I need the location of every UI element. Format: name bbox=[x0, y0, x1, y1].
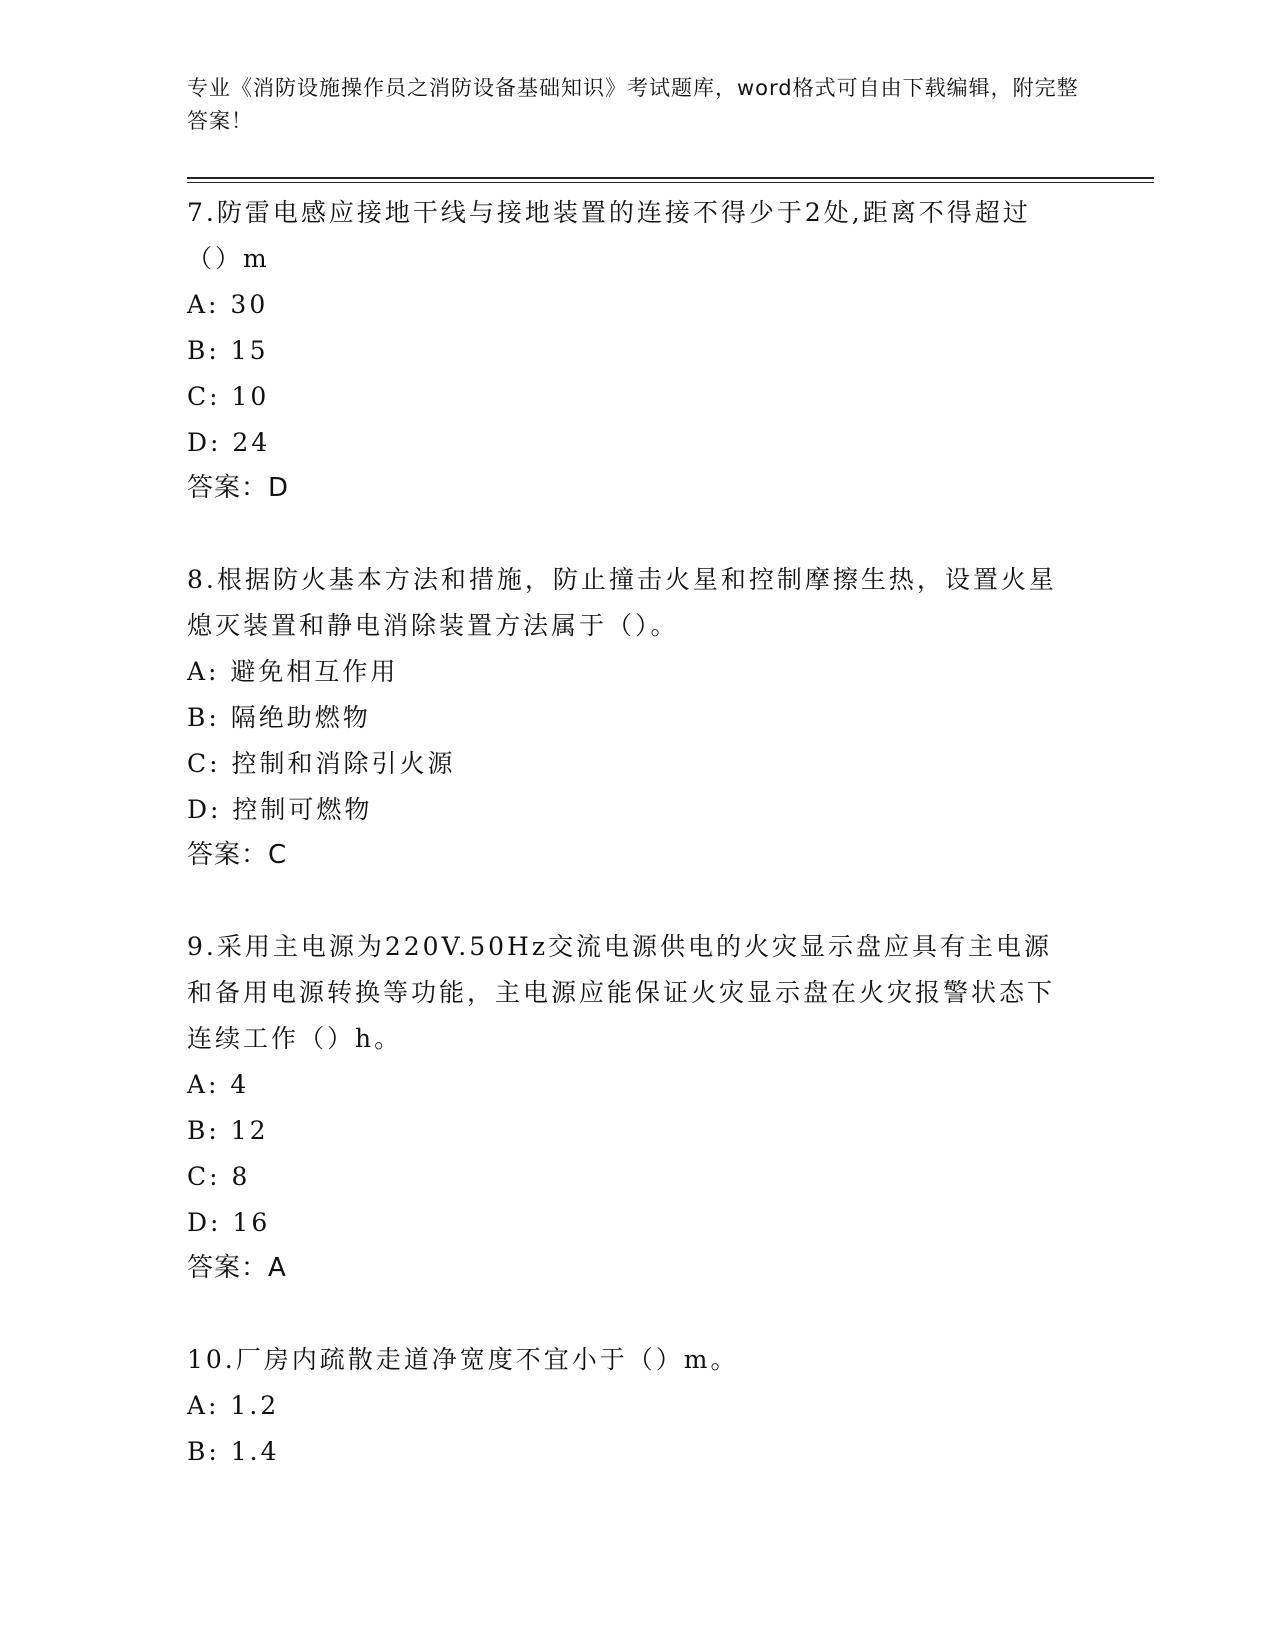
option-c: C: 10 bbox=[187, 382, 270, 411]
answer-label: 答案：A bbox=[187, 1253, 287, 1283]
option-b: B: 15 bbox=[187, 336, 269, 365]
header-rule-thick bbox=[187, 177, 1154, 179]
option-a: A: 4 bbox=[187, 1070, 250, 1099]
option-d: D: 24 bbox=[187, 428, 271, 457]
option-b: B: 12 bbox=[187, 1116, 269, 1145]
question-10 bbox=[187, 1337, 1067, 1475]
question-spacer bbox=[187, 1290, 1067, 1337]
question-spacer bbox=[187, 510, 1067, 557]
question-stem: 10.厂房内疏散走道净宽度不宜小于（）m。 bbox=[187, 1345, 739, 1374]
option-b: B: 1.4 bbox=[187, 1437, 280, 1466]
option-b: B: 隔绝助燃物 bbox=[187, 703, 371, 732]
question-spacer bbox=[187, 877, 1067, 924]
answer-label: 答案：C bbox=[187, 840, 288, 870]
page-header: 专业《消防设施操作员之消防设备基础知识》考试题库，word格式可自由下载编辑，附完整答案！ bbox=[187, 76, 1079, 133]
option-a: A: 30 bbox=[187, 290, 269, 319]
question-9 bbox=[187, 924, 1067, 1290]
option-d: D: 16 bbox=[187, 1208, 271, 1237]
answer-label: 答案：D bbox=[187, 473, 290, 503]
question-stem: 7.防雷电感应接地干线与接地装置的连接不得少于2处,距离不得超过（）m bbox=[187, 198, 1031, 273]
option-c: C: 8 bbox=[187, 1162, 251, 1191]
question-7 bbox=[187, 190, 1067, 510]
question-stem: 8.根据防火基本方法和措施，防止撞击火星和控制摩擦生热，设置火星熄灭装置和静电消除装置方法属于（）。 bbox=[187, 565, 1057, 640]
question-list bbox=[187, 190, 1067, 1475]
question-stem: 9.采用主电源为220V.50Hz交流电源供电的火灾显示盘应具有主电源和备用电源转换等功能，主电源应能保证火灾显示盘在火灾报警状态下连续工作（）h。 bbox=[187, 932, 1056, 1053]
header-rule-thin bbox=[187, 182, 1154, 183]
option-a: A: 避免相互作用 bbox=[187, 657, 399, 686]
question-8 bbox=[187, 557, 1067, 877]
option-d: D: 控制可燃物 bbox=[187, 795, 373, 824]
option-c: C: 控制和消除引火源 bbox=[187, 749, 456, 778]
option-a: A: 1.2 bbox=[187, 1391, 280, 1420]
